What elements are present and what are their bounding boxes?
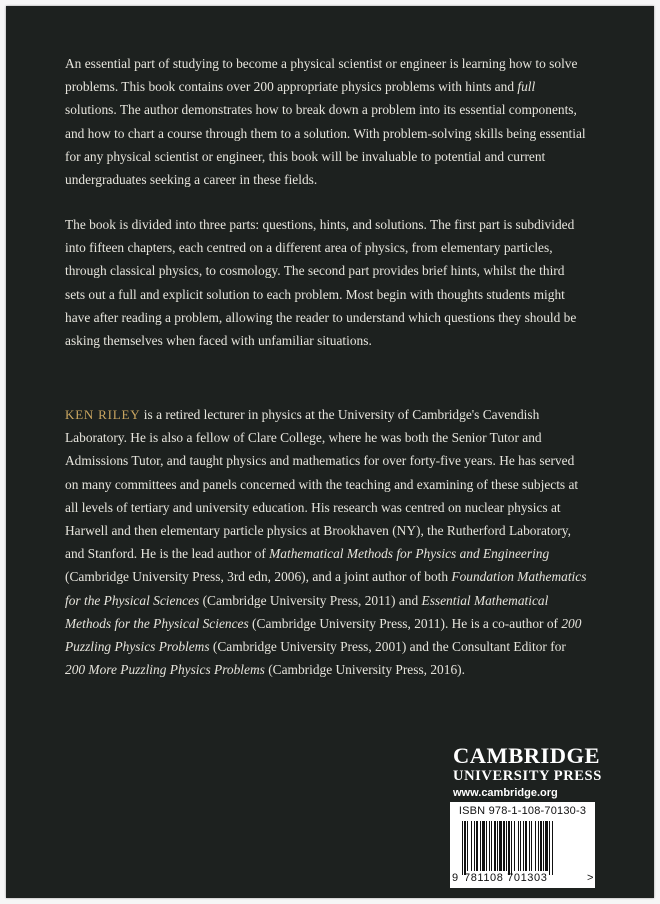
paragraph-text: An essential part of studying to become a physical scientist or engineer is learning how to solve problems. This book contains over 200 appropriate physics problems with hints and bbox=[65, 56, 578, 95]
barcode-bar bbox=[508, 821, 510, 875]
book-title: Foundation Mathematics for the Physical Sciences bbox=[65, 569, 587, 608]
bio-text: (Cambridge University Press, 2011) and bbox=[199, 592, 422, 608]
back-cover bbox=[6, 6, 654, 898]
barcode-panel bbox=[450, 802, 595, 888]
barcode-bar bbox=[482, 821, 485, 871]
publisher-logo bbox=[453, 744, 613, 800]
barcode-bar bbox=[471, 821, 472, 871]
barcode-digit-groups: 781108 701303 bbox=[464, 872, 548, 884]
barcode-bar bbox=[520, 821, 521, 871]
bio-text: is a retired lecturer in physics at the University of Cambridge's Cavendish Laboratory. He is also a fellow of Clare College, where he was both the Senior Tutor and Admissions Tutor, and taught physics and mathematics for over forty-five years. He has served on many committees and panels concerned with the teaching and examining of these subjects at all levels of tertiary and university education. His research was centred on nuclear physics at Harwell and then elementary particle physics at Brookhaven (NY), the Rutherford Laboratory, and Stanford. He is the lead author of bbox=[65, 407, 579, 562]
barcode-bar bbox=[535, 821, 536, 871]
barcode-bar bbox=[518, 821, 519, 871]
barcode-bar bbox=[491, 821, 492, 871]
barcode-bar bbox=[543, 821, 544, 871]
barcode-bar bbox=[462, 821, 463, 875]
barcode-bar bbox=[525, 821, 527, 871]
bio-text: (Cambridge University Press, 2001) and the Consultant Editor for bbox=[209, 639, 566, 655]
author-bio bbox=[65, 403, 587, 681]
barcode-arrow: > bbox=[587, 872, 594, 884]
book-title: Mathematical Methods for Physics and Engineering bbox=[269, 546, 550, 562]
barcode-bar bbox=[538, 821, 539, 871]
barcode-bar bbox=[486, 821, 487, 871]
publisher-subtitle: UNIVERSITY PRESS bbox=[453, 768, 602, 784]
barcode-bar bbox=[499, 821, 502, 871]
barcode-bar bbox=[511, 821, 512, 875]
barcode-bar bbox=[545, 821, 548, 871]
barcode-bar bbox=[514, 821, 515, 871]
barcode-bar bbox=[552, 821, 553, 875]
barcode-bar bbox=[540, 821, 542, 871]
publisher-name: CAMBRIDGE bbox=[453, 743, 601, 768]
author-name: KEN RILEY bbox=[65, 407, 141, 422]
book-title: 200 Puzzling Physics Problems bbox=[65, 615, 582, 655]
barcode-bar bbox=[480, 821, 481, 871]
barcode-bar bbox=[489, 821, 490, 871]
isbn-number: ISBN 978-1-108-70130-3 bbox=[458, 805, 587, 817]
barcode-bar bbox=[523, 821, 524, 871]
barcode-bar bbox=[529, 821, 530, 871]
bio-text: (Cambridge University Press, 2011). He is a co-author of bbox=[248, 615, 562, 631]
barcode-bar bbox=[503, 821, 505, 871]
barcode-bar bbox=[494, 821, 496, 871]
paragraph-text: solutions. The author demonstrates how to break down a problem into its essential components, and how to chart a course through them to a solution. With problem-solving skills being essential for any physical scientist or engineer, this book will be invaluable to potential and current undergraduates seeking a career in these fields. bbox=[65, 102, 586, 188]
barcode-bar bbox=[474, 821, 475, 871]
publisher-url: www.cambridge.org bbox=[453, 787, 558, 799]
barcode-bar bbox=[549, 821, 550, 875]
barcode-bar bbox=[464, 821, 466, 875]
bio-text: (Cambridge University Press, 2016). bbox=[264, 662, 465, 678]
barcode-bar bbox=[476, 821, 478, 871]
barcode-bar bbox=[506, 821, 507, 871]
book-title: Essential Mathematical Methods for the Physical Sciences bbox=[65, 592, 549, 631]
emphasis-full: full bbox=[517, 79, 536, 95]
book-title: 200 More Puzzling Physics Problems bbox=[65, 662, 265, 678]
barcode-bar bbox=[497, 821, 498, 871]
barcode-bar bbox=[467, 821, 468, 871]
barcode-bar bbox=[531, 821, 532, 871]
description-paragraph-1 bbox=[65, 52, 587, 191]
description-paragraph-2: The book is divided into three parts: questions, hints, and solutions. The first part is subdivided into fifteen chapters, each centred on a different area of physics, from elementary particles, through classical physics, to cosmology. The second part provides brief hints, whilst the third sets out a full and explicit solution to each problem. Most begin with thoughts students might have after reading a problem, allowing the reader to understand which questions they should be asking themselves when faced with unfamiliar situations. bbox=[65, 217, 577, 349]
bio-text: (Cambridge University Press, 3rd edn, 2006), and a joint author of both bbox=[65, 569, 452, 585]
barcode-first-digit: 9 bbox=[452, 872, 459, 884]
